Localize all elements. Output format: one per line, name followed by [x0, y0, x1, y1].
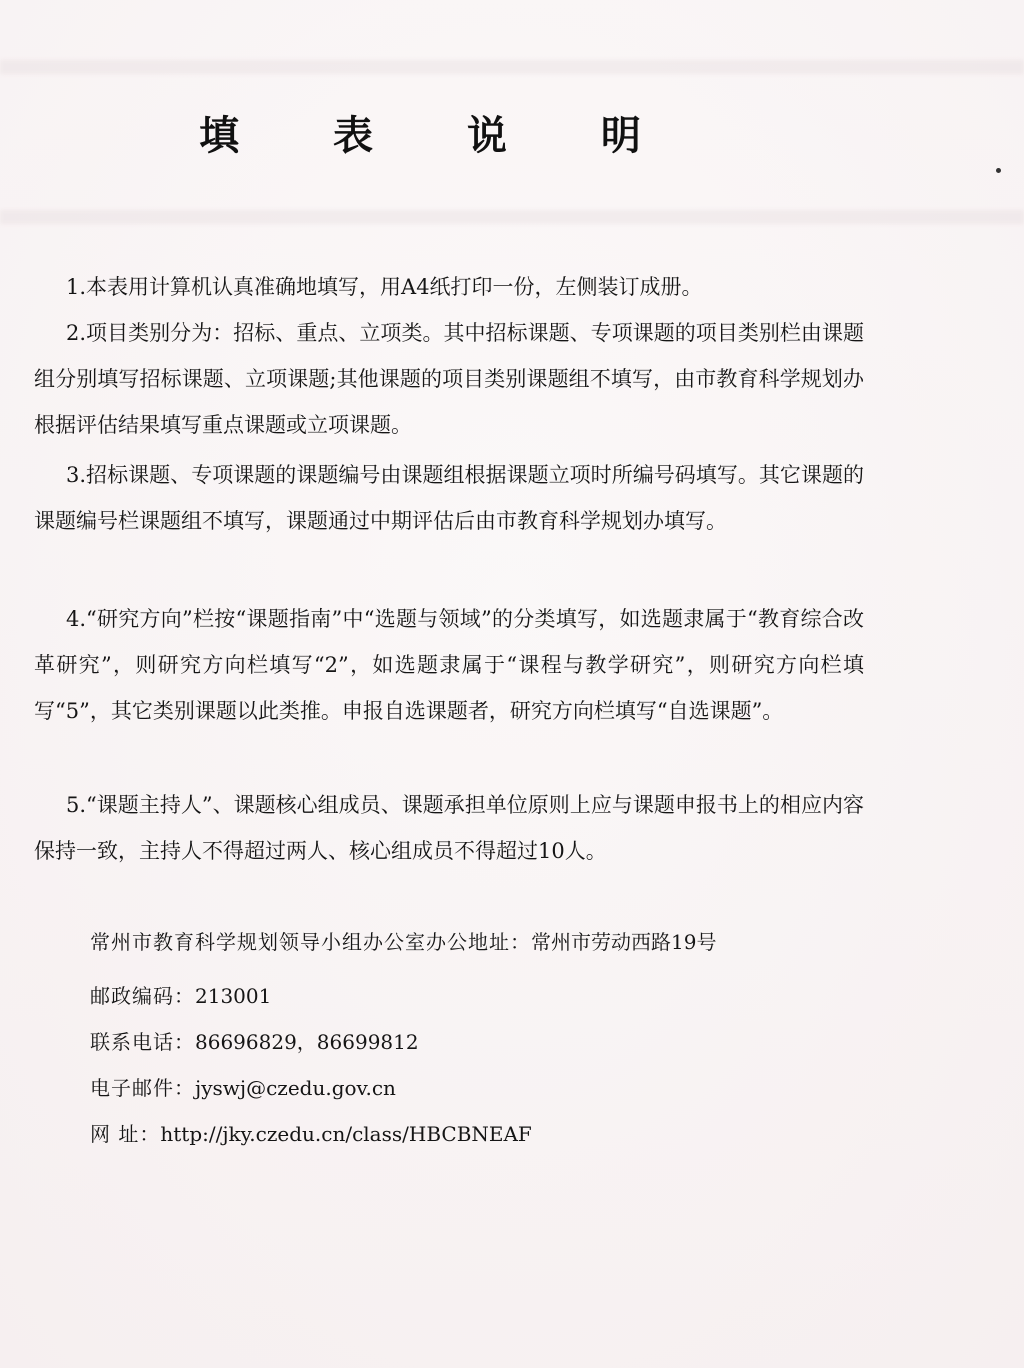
- postcode-value: 213001: [195, 984, 272, 1008]
- instruction-item-2: 2.项目类别分为：招标、重点、立项类。其中招标课题、专项课题的项目类别栏由课题组分别填写招标课题、立项课题;其他课题的项目类别课题组不填写，由市教育科学规划办根据评估结果填写重点课题或立项课题。: [34, 321, 864, 437]
- website-label: 网 址：: [90, 1122, 161, 1146]
- bleed-through-shadow: [0, 210, 1024, 224]
- address-line: [90, 928, 716, 956]
- phone-label: 联系电话：: [90, 1030, 195, 1054]
- address-label: 常州市教育科学规划领导小组办公室办公地址：: [90, 930, 531, 954]
- instruction-item-1: 1.本表用计算机认真准确地填写，用A4纸打印一份，左侧装订成册。: [66, 275, 703, 299]
- address-value: 常州市劳动西路19号: [531, 930, 717, 954]
- bleed-through-shadow: [0, 60, 1024, 74]
- instruction-item-3: 3.招标课题、专项课题的课题编号由课题组根据课题立项时所编号码填写。其它课题的课题编号栏课题组不填写，课题通过中期评估后由市教育科学规划办填写。: [34, 463, 864, 533]
- email-label: 电子邮件：: [90, 1076, 195, 1100]
- instruction-item-4: 4.“研究方向”栏按“课题指南”中“选题与领域”的分类填写，如选题隶属于“教育综合改革研究”，则研究方向栏填写“2”，如选题隶属于“课程与教学研究”，则研究方向栏填写“5”，其它类别课题以此类推。申报自选课题者，研究方向栏填写“自选课题”。: [34, 607, 864, 723]
- email-line: [90, 1074, 396, 1102]
- postcode-line: [90, 982, 271, 1010]
- instruction-item-5: 5.“课题主持人”、课题核心组成员、课题承担单位原则上应与课题申报书上的相应内容保持一致，主持人不得超过两人、核心组成员不得超过10人。: [34, 793, 864, 863]
- speck-mark: [996, 168, 1001, 173]
- email-value: jyswj@czedu.gov.cn: [195, 1076, 396, 1100]
- website-value: http://jky.czedu.cn/class/HBCBNEAF: [160, 1122, 532, 1146]
- document-title: 填 表 说 明: [199, 112, 681, 159]
- phone-line: [90, 1028, 419, 1056]
- phone-value: 86696829，86699812: [195, 1030, 419, 1054]
- website-line: [90, 1120, 532, 1148]
- postcode-label: 邮政编码：: [90, 984, 195, 1008]
